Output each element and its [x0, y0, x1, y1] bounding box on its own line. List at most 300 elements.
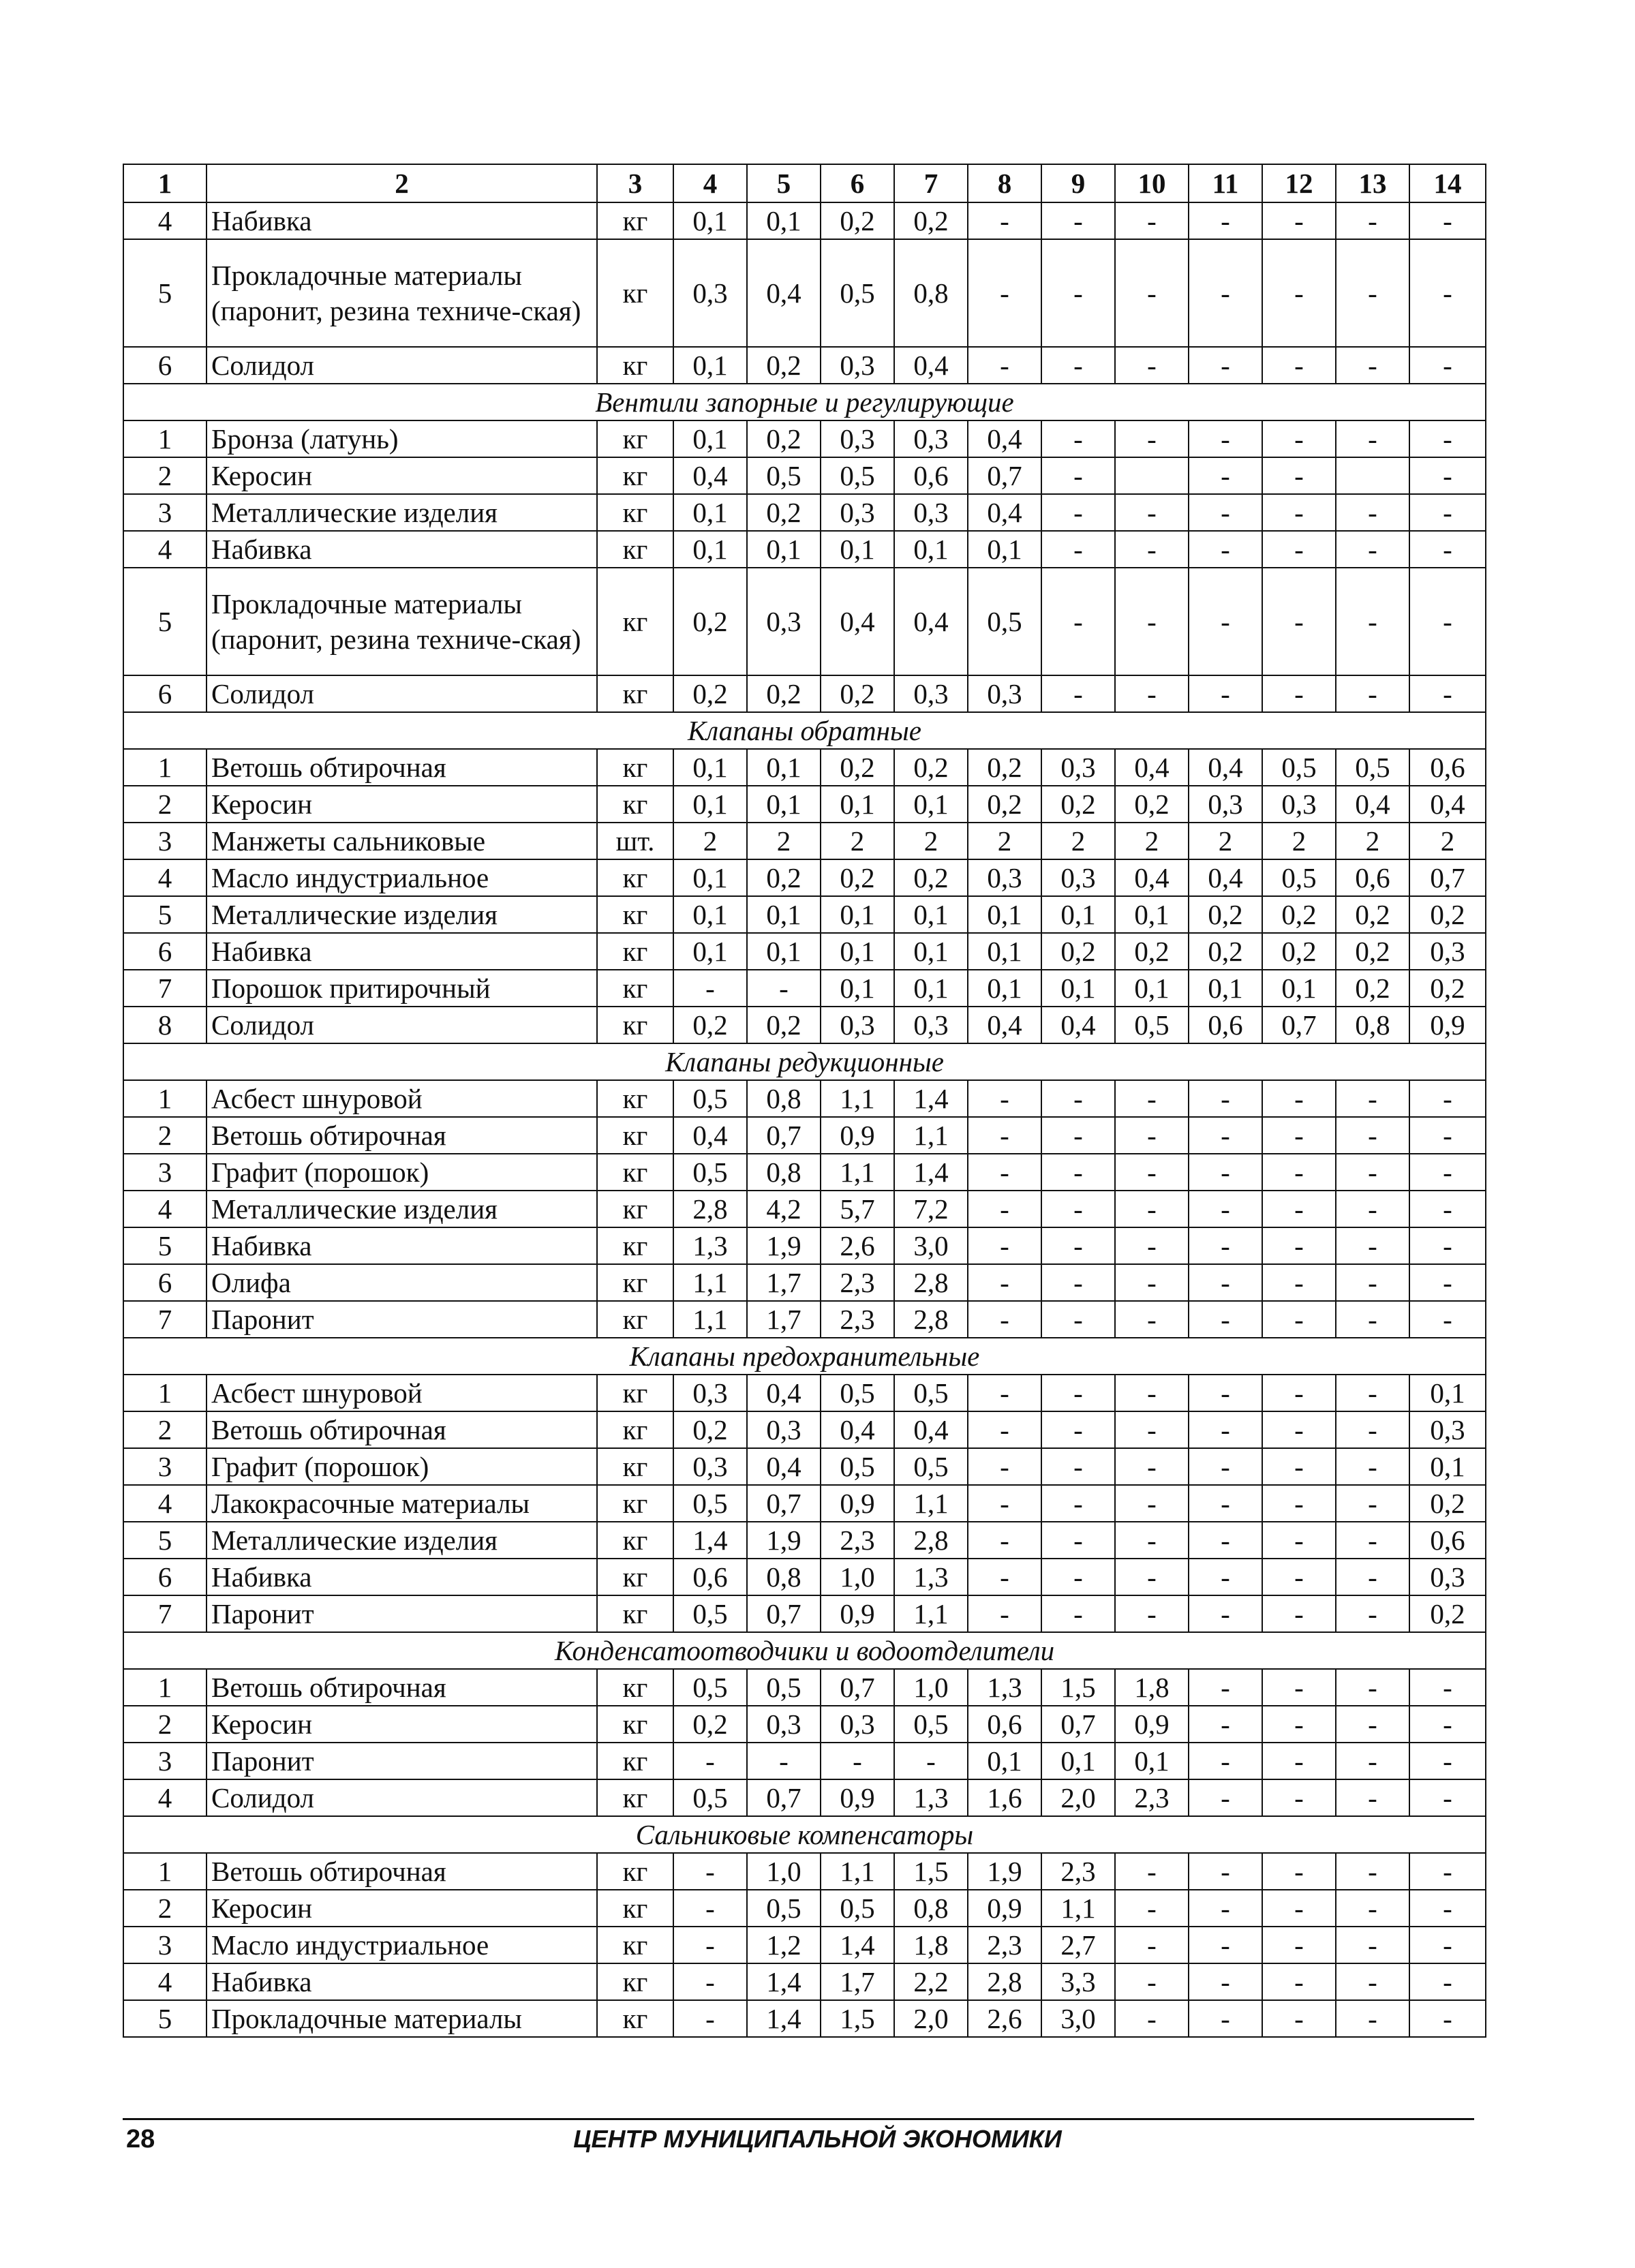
value-cell: - [1041, 531, 1115, 568]
value-cell: 0,5 [821, 457, 894, 494]
value-cell: 0,1 [821, 786, 894, 823]
value-cell: - [1262, 1301, 1336, 1338]
value-cell: 0,1 [1409, 1375, 1486, 1411]
header-cell: 9 [1041, 164, 1115, 202]
page-number: 28 [126, 2125, 155, 2154]
value-cell: - [1336, 1264, 1409, 1301]
value-cell: 0,5 [894, 1375, 968, 1411]
value-cell: 2,3 [1115, 1779, 1189, 1816]
unit-cell: кг [597, 494, 673, 531]
value-cell: - [1041, 347, 1115, 384]
value-cell: 0,5 [747, 1890, 821, 1927]
table-row [123, 1963, 1486, 2000]
material-name-cell: Прокладочные материалы [207, 2000, 597, 2037]
material-name-cell: Ветошь обтирочная [207, 1117, 597, 1154]
value-cell: 0,3 [747, 568, 821, 675]
row-number-cell: 1 [123, 420, 207, 457]
value-cell: - [1189, 675, 1262, 712]
value-cell: - [1189, 1117, 1262, 1154]
material-name-cell: Паронит [207, 1743, 597, 1779]
value-cell: - [1041, 1080, 1115, 1117]
value-cell: 2,8 [673, 1191, 747, 1227]
value-cell: 0,2 [1041, 786, 1115, 823]
value-cell: 0,8 [894, 1890, 968, 1927]
value-cell: - [1336, 1890, 1409, 1927]
value-cell: 0,3 [673, 239, 747, 347]
value-cell: 1,9 [747, 1227, 821, 1264]
value-cell: 4,2 [747, 1191, 821, 1227]
table-row [123, 970, 1486, 1007]
value-cell: 0,4 [673, 1117, 747, 1154]
value-cell: 0,2 [821, 859, 894, 896]
section-row [123, 1632, 1486, 1669]
value-cell: - [1041, 1301, 1115, 1338]
table-row [123, 1080, 1486, 1117]
section-row [123, 1338, 1486, 1375]
value-cell: 0,2 [821, 749, 894, 786]
value-cell: 0,2 [1189, 933, 1262, 970]
value-cell: 2 [1262, 823, 1336, 859]
value-cell: 0,1 [1409, 1448, 1486, 1485]
value-cell: 2 [747, 823, 821, 859]
material-name-cell: Набивка [207, 1963, 597, 2000]
table-row [123, 1375, 1486, 1411]
material-name-cell: Ветошь обтирочная [207, 1669, 597, 1706]
value-cell: 0,5 [1262, 749, 1336, 786]
row-number-cell: 4 [123, 1779, 207, 1816]
table-row [123, 1890, 1486, 1927]
row-number-cell: 4 [123, 1191, 207, 1227]
value-cell: 0,3 [1189, 786, 1262, 823]
value-cell: 0,3 [968, 675, 1041, 712]
material-name-cell: Набивка [207, 202, 597, 239]
value-cell: 0,3 [821, 1007, 894, 1043]
value-cell: 1,4 [894, 1080, 968, 1117]
row-number-cell: 1 [123, 1853, 207, 1890]
value-cell: 0,2 [968, 786, 1041, 823]
table-row [123, 1227, 1486, 1264]
value-cell: - [968, 1448, 1041, 1485]
value-cell: 1,1 [821, 1080, 894, 1117]
value-cell: 1,6 [968, 1779, 1041, 1816]
value-cell: 0,7 [747, 1117, 821, 1154]
value-cell: 0,8 [894, 239, 968, 347]
value-cell: - [1115, 1264, 1189, 1301]
value-cell: 0,1 [1115, 1743, 1189, 1779]
value-cell: - [968, 347, 1041, 384]
value-cell: - [1115, 1595, 1189, 1632]
value-cell: - [1262, 1595, 1336, 1632]
value-cell: 0,2 [1336, 970, 1409, 1007]
value-cell: - [1262, 1191, 1336, 1227]
value-cell: - [1336, 1779, 1409, 1816]
header-cell: 8 [968, 164, 1041, 202]
value-cell: - [1409, 675, 1486, 712]
value-cell: - [1409, 1706, 1486, 1743]
value-cell: - [673, 970, 747, 1007]
value-cell: - [1115, 1448, 1189, 1485]
value-cell: 0,1 [894, 786, 968, 823]
row-number-cell: 5 [123, 2000, 207, 2037]
value-cell: 0,7 [1041, 1706, 1115, 1743]
table-row [123, 749, 1486, 786]
value-cell: - [1409, 1779, 1486, 1816]
value-cell: 5,7 [821, 1191, 894, 1227]
value-cell: 1,0 [747, 1853, 821, 1890]
value-cell: 0,1 [968, 531, 1041, 568]
value-cell: 0,1 [673, 531, 747, 568]
unit-cell: кг [597, 2000, 673, 2037]
value-cell: 2,7 [1041, 1927, 1115, 1963]
value-cell: 0,3 [673, 1448, 747, 1485]
value-cell: - [673, 1927, 747, 1963]
value-cell: - [968, 1264, 1041, 1301]
value-cell: 0,6 [894, 457, 968, 494]
value-cell: 0,1 [1262, 970, 1336, 1007]
value-cell: 1,9 [968, 1853, 1041, 1890]
unit-cell: кг [597, 568, 673, 675]
value-cell: - [1336, 1411, 1409, 1448]
value-cell: - [1262, 1522, 1336, 1559]
value-cell: - [1189, 202, 1262, 239]
value-cell: 1,1 [894, 1595, 968, 1632]
table-row [123, 1669, 1486, 1706]
value-cell: - [1262, 1080, 1336, 1117]
row-number-cell: 2 [123, 457, 207, 494]
material-name-cell: Асбест шнуровой [207, 1080, 597, 1117]
value-cell: - [1262, 1117, 1336, 1154]
value-cell: - [1409, 239, 1486, 347]
value-cell: 0,1 [673, 933, 747, 970]
value-cell: 0,3 [747, 1411, 821, 1448]
value-cell: 1,5 [894, 1853, 968, 1890]
header-cell: 10 [1115, 164, 1189, 202]
value-cell: 1,7 [821, 1963, 894, 2000]
section-row [123, 384, 1486, 420]
value-cell: - [1189, 420, 1262, 457]
value-cell: - [1041, 568, 1115, 675]
table-row [123, 1743, 1486, 1779]
material-name-cell: Масло индустриальное [207, 1927, 597, 1963]
material-name-cell: Керосин [207, 457, 597, 494]
unit-cell: кг [597, 1963, 673, 2000]
value-cell: - [968, 1080, 1041, 1117]
value-cell: 1,3 [673, 1227, 747, 1264]
value-cell: 0,4 [1041, 1007, 1115, 1043]
value-cell: - [747, 970, 821, 1007]
value-cell: 0,4 [821, 1411, 894, 1448]
value-cell [1336, 457, 1409, 494]
value-cell: - [1336, 1117, 1409, 1154]
value-cell: 2,3 [821, 1522, 894, 1559]
value-cell: 0,1 [1041, 970, 1115, 1007]
value-cell: - [1336, 1927, 1409, 1963]
value-cell: - [968, 202, 1041, 239]
value-cell: - [968, 1485, 1041, 1522]
value-cell: 1,1 [673, 1264, 747, 1301]
value-cell: 0,3 [894, 420, 968, 457]
value-cell: 0,2 [894, 749, 968, 786]
value-cell: - [1189, 1485, 1262, 1522]
value-cell: 0,4 [1409, 786, 1486, 823]
value-cell: 2,3 [968, 1927, 1041, 1963]
value-cell: - [1041, 1595, 1115, 1632]
value-cell: - [673, 1890, 747, 1927]
material-name-cell: Солидол [207, 347, 597, 384]
value-cell: 0,1 [747, 749, 821, 786]
table-row [123, 2000, 1486, 2037]
material-name-cell: Металлические изделия [207, 1522, 597, 1559]
value-cell: 0,4 [747, 1375, 821, 1411]
value-cell: 2,8 [968, 1963, 1041, 2000]
value-cell: 0,2 [1115, 786, 1189, 823]
value-cell: - [1262, 494, 1336, 531]
value-cell: 0,2 [673, 675, 747, 712]
value-cell: 0,2 [747, 347, 821, 384]
value-cell: 0,1 [673, 202, 747, 239]
value-cell: - [1409, 1669, 1486, 1706]
value-cell: - [1189, 1191, 1262, 1227]
row-number-cell: 3 [123, 1154, 207, 1191]
value-cell: - [1115, 1227, 1189, 1264]
row-number-cell: 2 [123, 1411, 207, 1448]
value-cell: 0,1 [821, 933, 894, 970]
material-name-cell: Прокладочные материалы (паронит, резина техниче-ская) [207, 568, 597, 675]
value-cell: 0,2 [747, 494, 821, 531]
value-cell: 1,8 [894, 1927, 968, 1963]
value-cell: - [1115, 1411, 1189, 1448]
row-number-cell: 6 [123, 933, 207, 970]
row-number-cell: 7 [123, 970, 207, 1007]
value-cell: 0,3 [968, 859, 1041, 896]
value-cell: - [1409, 1080, 1486, 1117]
row-number-cell: 5 [123, 239, 207, 347]
unit-cell: кг [597, 239, 673, 347]
value-cell: 0,5 [747, 1669, 821, 1706]
section-row [123, 1043, 1486, 1080]
header-cell: 3 [597, 164, 673, 202]
row-number-cell: 4 [123, 531, 207, 568]
value-cell: - [1409, 1963, 1486, 2000]
value-cell: 0,8 [747, 1080, 821, 1117]
value-cell: 0,1 [894, 933, 968, 970]
value-cell: 0,4 [894, 568, 968, 675]
value-cell: - [1409, 1227, 1486, 1264]
value-cell: - [1115, 1522, 1189, 1559]
value-cell: 0,4 [1189, 859, 1262, 896]
value-cell: 0,5 [673, 1080, 747, 1117]
unit-cell: кг [597, 1669, 673, 1706]
value-cell: 0,1 [1041, 896, 1115, 933]
value-cell: 0,6 [1336, 859, 1409, 896]
value-cell: - [1041, 1411, 1115, 1448]
value-cell: 0,2 [1409, 1485, 1486, 1522]
value-cell: - [1262, 1485, 1336, 1522]
value-cell: 1,1 [673, 1301, 747, 1338]
row-number-cell: 4 [123, 202, 207, 239]
value-cell: - [1336, 2000, 1409, 2037]
row-number-cell: 1 [123, 1375, 207, 1411]
value-cell: 0,2 [821, 675, 894, 712]
value-cell: - [1189, 1890, 1262, 1927]
unit-cell: кг [597, 1927, 673, 1963]
value-cell: - [1115, 1927, 1189, 1963]
value-cell: 0,5 [1262, 859, 1336, 896]
value-cell: 2 [894, 823, 968, 859]
value-cell: - [1189, 347, 1262, 384]
value-cell: - [1189, 1559, 1262, 1595]
value-cell: - [1041, 1522, 1115, 1559]
value-cell: 0,4 [968, 494, 1041, 531]
row-number-cell: 1 [123, 1669, 207, 1706]
value-cell: - [1409, 2000, 1486, 2037]
value-cell: - [1189, 1080, 1262, 1117]
unit-cell: кг [597, 1080, 673, 1117]
value-cell: - [1409, 1264, 1486, 1301]
value-cell: - [1189, 1743, 1262, 1779]
value-cell: - [1041, 1485, 1115, 1522]
value-cell: 0,7 [1409, 859, 1486, 896]
value-cell: - [1409, 1743, 1486, 1779]
value-cell: - [1409, 531, 1486, 568]
value-cell: - [1115, 202, 1189, 239]
header-cell: 12 [1262, 164, 1336, 202]
table-row [123, 1264, 1486, 1301]
value-cell: - [1336, 1706, 1409, 1743]
value-cell: - [894, 1743, 968, 1779]
table-row [123, 1779, 1486, 1816]
value-cell: - [1262, 1448, 1336, 1485]
value-cell: - [1262, 568, 1336, 675]
value-cell: - [1336, 1154, 1409, 1191]
material-name-cell: Порошок притирочный [207, 970, 597, 1007]
value-cell: - [1336, 202, 1409, 239]
value-cell: 0,1 [968, 970, 1041, 1007]
header-cell: 13 [1336, 164, 1409, 202]
value-cell: - [1262, 1411, 1336, 1448]
table-row [123, 420, 1486, 457]
header-cell: 11 [1189, 164, 1262, 202]
header-cell: 7 [894, 164, 968, 202]
value-cell: 0,1 [747, 896, 821, 933]
value-cell: 0,1 [968, 896, 1041, 933]
value-cell: - [673, 1743, 747, 1779]
table-row [123, 859, 1486, 896]
value-cell: - [1115, 1963, 1189, 2000]
value-cell: 0,1 [747, 786, 821, 823]
unit-cell: кг [597, 896, 673, 933]
table-row [123, 823, 1486, 859]
table-row [123, 531, 1486, 568]
value-cell: 0,4 [821, 568, 894, 675]
material-name-cell: Керосин [207, 1706, 597, 1743]
material-name-cell: Ветошь обтирочная [207, 1411, 597, 1448]
materials-table [123, 164, 1486, 2038]
value-cell: 1,1 [821, 1853, 894, 1890]
value-cell: 1,7 [747, 1301, 821, 1338]
value-cell: 1,5 [1041, 1669, 1115, 1706]
value-cell: 1,4 [673, 1522, 747, 1559]
value-cell: - [1041, 457, 1115, 494]
row-number-cell: 5 [123, 1522, 207, 1559]
material-name-cell: Олифа [207, 1264, 597, 1301]
value-cell: 0,5 [894, 1706, 968, 1743]
value-cell: - [1409, 494, 1486, 531]
value-cell: - [968, 1154, 1041, 1191]
value-cell: 0,2 [1409, 896, 1486, 933]
row-number-cell: 7 [123, 1301, 207, 1338]
header-cell: 1 [123, 164, 207, 202]
unit-cell: кг [597, 1448, 673, 1485]
value-cell: - [1336, 1375, 1409, 1411]
value-cell: 1,1 [894, 1117, 968, 1154]
material-name-cell: Паронит [207, 1301, 597, 1338]
value-cell: 0,2 [1115, 933, 1189, 970]
material-name-cell: Асбест шнуровой [207, 1375, 597, 1411]
value-cell: 0,1 [1041, 1743, 1115, 1779]
value-cell: 0,1 [673, 420, 747, 457]
value-cell: - [1262, 2000, 1336, 2037]
value-cell: - [1336, 1522, 1409, 1559]
value-cell: - [1336, 1448, 1409, 1485]
value-cell: - [1115, 1853, 1189, 1890]
value-cell: 0,7 [1262, 1007, 1336, 1043]
table-row [123, 568, 1486, 675]
value-cell: - [1115, 1080, 1189, 1117]
table-row [123, 202, 1486, 239]
value-cell: - [1041, 1154, 1115, 1191]
value-cell: - [1336, 347, 1409, 384]
unit-cell: кг [597, 1522, 673, 1559]
value-cell: - [968, 1117, 1041, 1154]
value-cell: 0,3 [1409, 933, 1486, 970]
material-name-cell: Ветошь обтирочная [207, 1853, 597, 1890]
value-cell: 0,3 [894, 494, 968, 531]
value-cell: 0,2 [747, 675, 821, 712]
value-cell: - [1336, 1559, 1409, 1595]
value-cell: 0,1 [673, 859, 747, 896]
value-cell: 0,5 [673, 1595, 747, 1632]
value-cell: - [1041, 494, 1115, 531]
unit-cell: кг [597, 1227, 673, 1264]
value-cell: - [1115, 494, 1189, 531]
value-cell: - [1189, 494, 1262, 531]
value-cell: 0,1 [1189, 970, 1262, 1007]
row-number-cell: 5 [123, 1227, 207, 1264]
value-cell: - [1336, 531, 1409, 568]
value-cell: 0,1 [673, 786, 747, 823]
value-cell: - [1262, 239, 1336, 347]
value-cell: - [1409, 347, 1486, 384]
value-cell: 0,2 [968, 749, 1041, 786]
value-cell: 0,9 [821, 1779, 894, 1816]
value-cell: - [1409, 1154, 1486, 1191]
value-cell: 0,1 [968, 933, 1041, 970]
value-cell: - [1115, 1559, 1189, 1595]
value-cell: 0,3 [747, 1706, 821, 1743]
footer-rule [123, 2118, 1474, 2120]
value-cell: - [1189, 1706, 1262, 1743]
value-cell: 0,5 [821, 1375, 894, 1411]
unit-cell: кг [597, 1853, 673, 1890]
section-title: Клапаны предохранительные [123, 1338, 1486, 1375]
material-name-cell: Солидол [207, 1779, 597, 1816]
value-cell: - [968, 1411, 1041, 1448]
row-number-cell: 8 [123, 1007, 207, 1043]
value-cell: 2,6 [821, 1227, 894, 1264]
table-row [123, 896, 1486, 933]
material-name-cell: Графит (порошок) [207, 1154, 597, 1191]
